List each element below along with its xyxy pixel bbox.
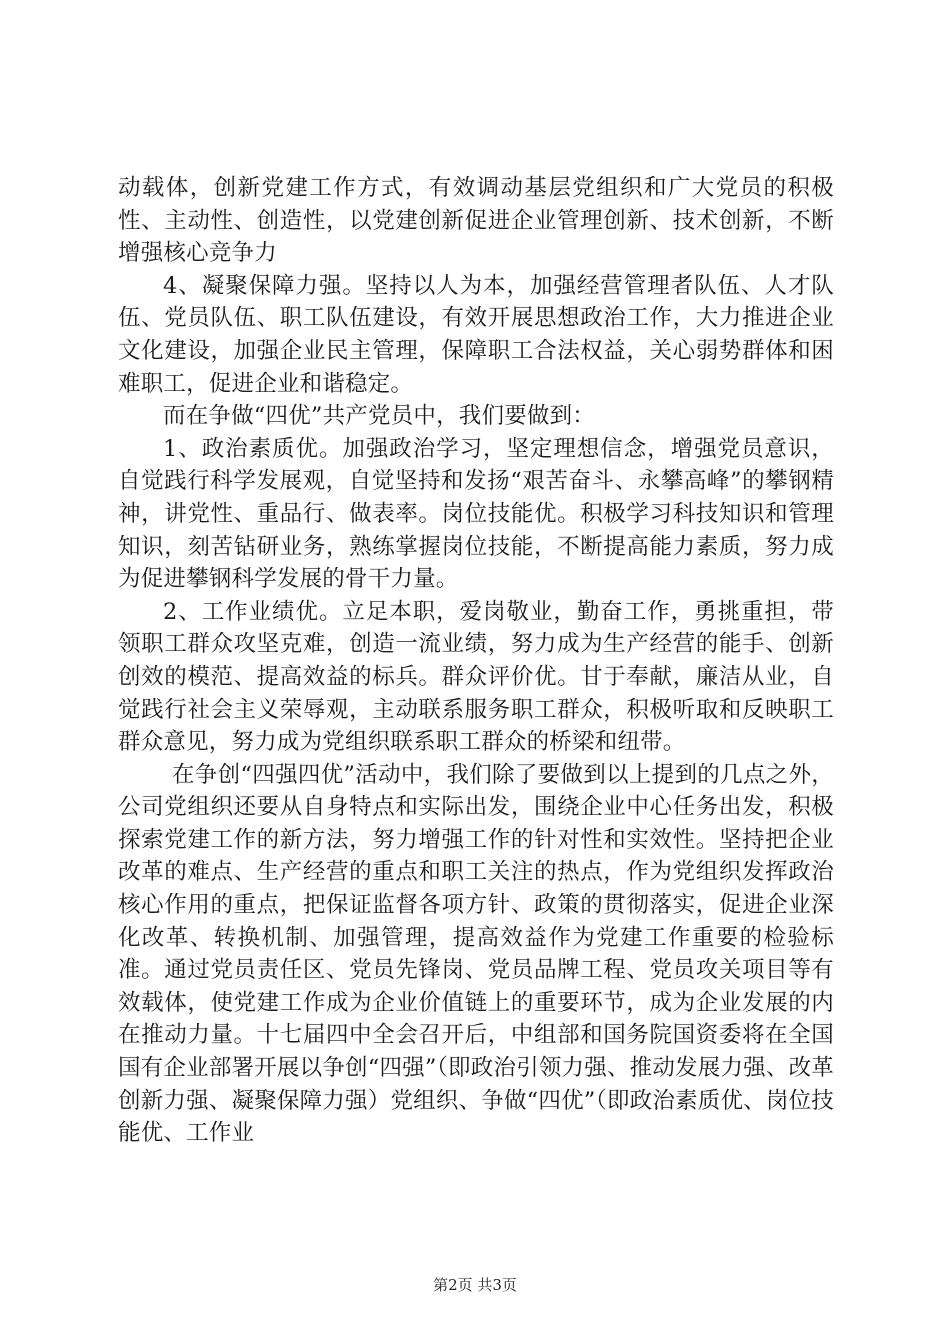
paragraph-activity-summary: 在争创“四强四优”活动中，我们除了要做到以上提到的几点之外，公司党组织还要从自身特点和实际出发，围绕企业中心任务出发，积极探索党建工作的新方法，努力增强工作的针对性和实效性。坚持把企业改革的难点、生产经营的重点和职工关注的热点，作为党组织发挥政治核心作用的重点，把保证监督各项方针、政策的贯彻落实，促进企业深化改革、转换机制、加强管理，提高效益作为党建工作重要的检验标准。通过党员责任区、党员先锋岗、党员品牌工程、党员攻关项目等有效载体，使党建工作成为企业价值链上的重要环节，成为企业发展的内在推动力量。十七届四中全会召开后，中组部和国务院国资委将在全国国有企业部署开展以争创“四强”（即政治引领力强、推动发展力强、改革创新力强、凝聚保障力强）党组织、争做“四优”（即政治素质优、岗位技能优、工作业 — [118, 761, 834, 1147]
paragraph-four-excellences-intro: 而在争做“四优”共产党员中，我们要做到： — [163, 403, 596, 430]
page-number-footer: 第2页 共3页 — [433, 1276, 517, 1294]
paragraph-item-1: 1、政治素质优。加强政治学习，坚定理想信念，增强党员意识，自觉践行科学发展观，自觉坚持和发扬“艰苦奋斗、永攀高峰”的攀钢精神，讲党性、重品行、做表率。岗位技能优。积极学习科技知识和管理知识，刻苦钻研业务，熟练掌握岗位技能，不断提高能力素质，努力成为促进攀钢科学发展的骨干力量。 — [118, 435, 834, 593]
paragraph-continuation: 动载体，创新党建工作方式，有效调动基层党组织和广大党员的积极性、主动性、创造性，以党建创新促进企业管理创新、技术创新，不断增强核心竞争力 — [118, 175, 834, 267]
paragraph-item-2: 2、工作业绩优。立足本职，爱岗敬业，勤奋工作，勇挑重担，带领职工群众攻坚克难，创造一流业绩，努力成为生产经营的能手、创新创效的模范、提高效益的标兵。群众评价优。甘于奉献，廉洁从业，自觉践行社会主义荣辱观，主动联系服务职工群众，积极听取和反映职工群众意见，努力成为党组织联系职工群众的桥梁和纽带。 — [118, 598, 834, 756]
document-body — [118, 172, 834, 1150]
paragraph-item-4: 4、凝聚保障力强。坚持以人为本，加强经营管理者队伍、人才队伍、党员队伍、职工队伍建设，有效开展思想政治工作，大力推进企业文化建设，加强企业民主管理，保障职工合法权益，关心弱势群体和困难职工，促进企业和谐稳定。 — [118, 272, 834, 397]
